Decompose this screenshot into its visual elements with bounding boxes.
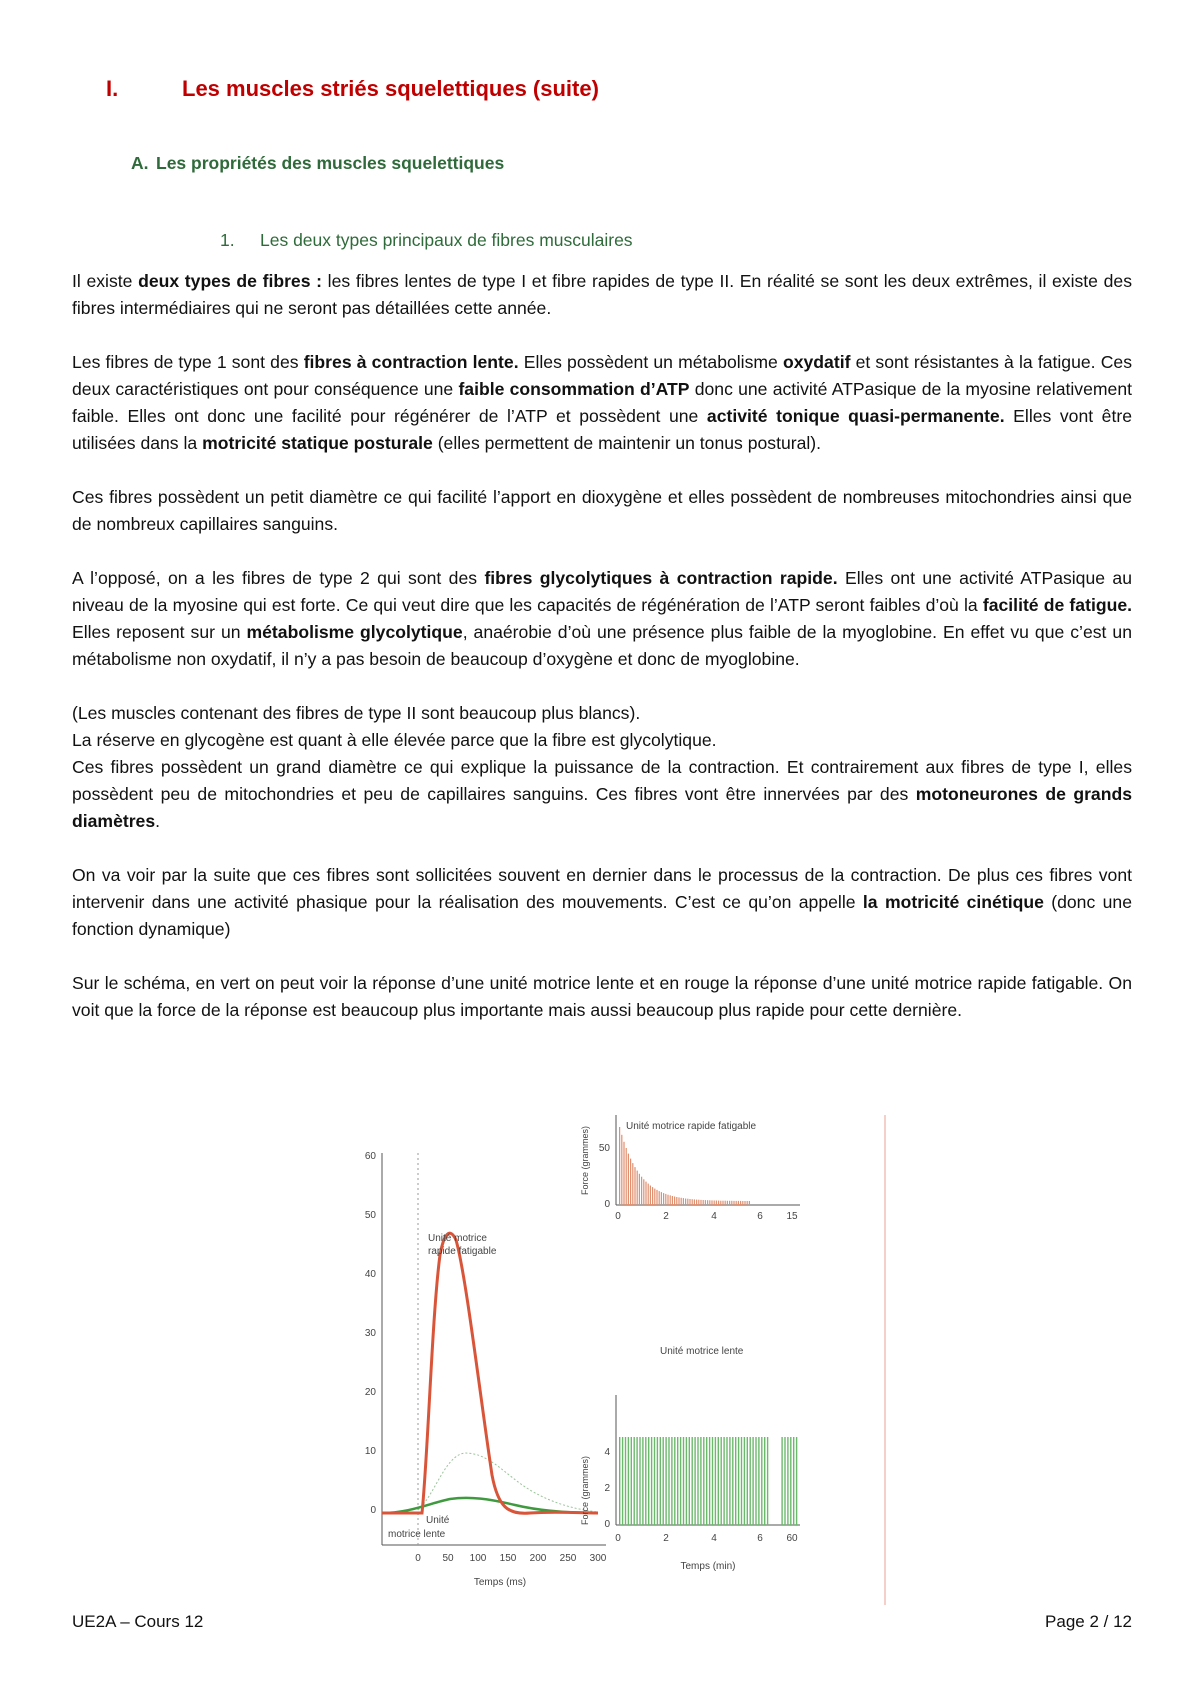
fast-twitch-bar	[621, 1135, 622, 1205]
fast-twitch-bar	[663, 1193, 664, 1205]
slow-twitch-bar	[796, 1437, 797, 1525]
fast-twitch-bar	[674, 1197, 675, 1206]
paragraph-7: Sur le schéma, en vert on peut voir la réponse d’une unité motrice lente et en rouge la réponse d’une unité motrice rapide fatigable. On voit que la force de la réponse est beaucoup plus importante mais aussi beaucoup plus rapide pour cette dernière.	[72, 973, 1132, 1020]
top-right-x-tick: 15	[786, 1211, 798, 1222]
fast-twitch-bar	[744, 1201, 745, 1205]
fast-twitch-bar	[725, 1201, 726, 1205]
slow-twitch-bar	[741, 1437, 742, 1525]
paragraph-4: A l’opposé, on a les fibres de type 2 qui sont des fibres glycolytiques à contraction rapide. Elles ont une activité ATPasique au niveau de la myosine qui est forte. Ce qui veut dire que les capacités de régénération de l’ATP seront faibles d’où la facilité de fatigue. Elles reposent sur un métabolisme glycolytique, anaérobie d’où une présence plus faible de la myoglobine. En effet vu que c’est un métabolisme non oxydatif, il n’y a pas besoin de beaucoup d’oxygène et donc de myoglobine.	[72, 568, 1132, 669]
slow-twitch-bar	[732, 1437, 733, 1525]
muscle-force-figure	[340, 1115, 900, 1605]
fast-twitch-bar	[727, 1201, 728, 1205]
slow-twitch-bar	[700, 1437, 701, 1525]
y-tick-label: 40	[364, 1269, 376, 1280]
slow-twitch-bar	[738, 1437, 739, 1525]
slow-twitch-bar	[790, 1437, 791, 1525]
fast-twitch-bar	[729, 1201, 730, 1205]
fast-twitch-bar	[722, 1201, 723, 1205]
slow-twitch-bar	[721, 1437, 722, 1525]
slow-twitch-bar	[668, 1437, 669, 1525]
y-tick-label: 60	[364, 1151, 376, 1162]
fast-twitch-bar	[659, 1191, 660, 1205]
top-right-title: Unité motrice rapide fatigable	[626, 1121, 757, 1132]
fast-twitch-bar	[700, 1200, 701, 1205]
y-tick-label: 30	[364, 1328, 376, 1339]
fast-twitch-bar	[685, 1199, 686, 1206]
slow-twitch-bar	[744, 1437, 745, 1525]
fast-twitch-bar	[687, 1199, 688, 1205]
slow-twitch-bar	[793, 1437, 794, 1525]
fast-twitch-bar	[692, 1199, 693, 1205]
bottom-right-y-tick: 0	[604, 1519, 610, 1530]
fast-twitch-bar	[711, 1200, 712, 1205]
fast-twitch-bar	[698, 1200, 699, 1205]
bottom-right-x-tick: 60	[786, 1533, 798, 1544]
paragraph-6: On va voir par la suite que ces fibres sont sollicitées souvent en dernier dans le processus de la contraction. De plus ces fibres vont intervenir dans une activité phasique pour la réalisation des mouvements. C’est ce qu’on appelle la motricité cinétique (donc une fonction dynamique)	[72, 865, 1132, 939]
fast-twitch-bar	[619, 1127, 620, 1205]
fast-twitch-bar	[747, 1201, 748, 1205]
bottom-right-x-tick: 0	[615, 1533, 621, 1544]
fast-twitch-bar	[716, 1201, 717, 1206]
slow-twitch-bar	[712, 1437, 713, 1525]
slow-twitch-bar	[634, 1437, 635, 1525]
fast-twitch-bar	[645, 1182, 646, 1205]
slow-twitch-bar	[663, 1437, 664, 1525]
fast-twitch-bar	[641, 1177, 642, 1205]
fast-label-line-1: Unité motrice	[428, 1233, 487, 1244]
slow-twitch-bar	[703, 1437, 704, 1525]
fast-twitch-bar	[742, 1201, 743, 1205]
top-right-y-label: Force (grammes)	[580, 1125, 590, 1195]
slow-twitch-bar	[622, 1437, 623, 1525]
heading-2	[131, 153, 504, 174]
fast-twitch-bar	[650, 1186, 651, 1206]
paragraph-2: Les fibres de type 1 sont des fibres à contraction lente. Elles possèdent un métabolisme oxydatif et sont résistantes à la fatigue. Ces deux caractéristiques ont pour conséquence une faible consommation d’ATP donc une activité ATPasique de la myosine relativement faible. Elles ont donc une facilité pour régénérer de l’ATP et possèdent une activité tonique quasi-permanente. Elles vont être utilisées dans la motricité statique posturale (elles permettent de maintenir un tonus postural).	[72, 352, 1132, 453]
slow-twitch-bar	[625, 1437, 626, 1525]
heading-3-text: Les deux types principaux de fibres musculaires	[260, 230, 633, 250]
top-right-y-tick: 0	[604, 1199, 610, 1210]
slow-twitch-bar	[781, 1437, 782, 1525]
fast-twitch-bar	[696, 1200, 697, 1205]
x-tick-label: 300	[589, 1553, 607, 1564]
y-tick-label: 0	[370, 1505, 376, 1516]
slow-twitch-bar	[631, 1437, 632, 1525]
fast-twitch-bar	[672, 1196, 673, 1205]
slow-label-line-2: motrice lente	[388, 1529, 446, 1540]
slow-twitch-bar	[726, 1437, 727, 1525]
heading-1-number: I.	[106, 76, 119, 101]
footer-course: UE2A – Cours 12	[72, 1612, 204, 1631]
slow-twitch-bar	[645, 1437, 646, 1525]
slow-twitch-bar	[636, 1437, 637, 1525]
slow-twitch-bar	[761, 1437, 762, 1525]
fast-twitch-bar	[648, 1184, 649, 1205]
fast-twitch-bar	[694, 1199, 695, 1205]
slow-twitch-bar	[671, 1437, 672, 1525]
fast-twitch-bar	[626, 1148, 627, 1205]
left-chart-y-ticks	[365, 1151, 377, 1516]
slow-twitch-bar	[709, 1437, 710, 1525]
fast-twitch-bar	[637, 1171, 638, 1205]
x-tick-label: 100	[469, 1553, 487, 1564]
paragraph-5-line-2: La réserve en glycogène est quant à elle élevée parce que la fibre est glycolytique.	[72, 730, 717, 750]
fast-label-line-2: rapide fatigable	[428, 1246, 497, 1257]
slow-twitch-bar	[750, 1437, 751, 1525]
slow-twitch-bar	[628, 1437, 629, 1525]
slow-bars	[619, 1437, 797, 1525]
y-tick-label: 10	[364, 1446, 376, 1457]
fast-twitch-bar	[678, 1197, 679, 1205]
slow-twitch-bar	[639, 1437, 640, 1525]
body-text	[72, 268, 1132, 1051]
slow-twitch-bar	[752, 1437, 753, 1525]
bottom-right-title: Unité motrice lente	[660, 1346, 744, 1357]
slow-twitch-bar	[674, 1437, 675, 1525]
heading-3-number: 1.	[220, 230, 235, 250]
top-right-y-tick: 50	[598, 1143, 610, 1154]
slow-label-line-1: Unité	[426, 1515, 450, 1526]
slow-twitch-bar	[787, 1437, 788, 1525]
fast-twitch-bar	[707, 1200, 708, 1205]
bottom-right-x-tick: 2	[663, 1533, 669, 1544]
fast-twitch-bar	[630, 1159, 631, 1205]
y-tick-label: 20	[364, 1387, 376, 1398]
slow-twitch-bar	[723, 1437, 724, 1525]
fast-twitch-bar	[665, 1194, 666, 1205]
bottom-right-y-tick: 4	[604, 1447, 610, 1458]
footer-page-number: Page 2 / 12	[1045, 1612, 1132, 1631]
slow-twitch-bar	[758, 1437, 759, 1525]
bottom-right-y-tick: 2	[604, 1483, 610, 1494]
bottom-right-chart	[580, 1343, 800, 1572]
top-right-x-tick: 6	[757, 1211, 763, 1222]
x-tick-label: 0	[415, 1553, 421, 1564]
slow-twitch-bar	[619, 1437, 620, 1525]
paragraph-5-line-1: (Les muscles contenant des fibres de type II sont beaucoup plus blancs).	[72, 703, 641, 723]
paragraph-3: Ces fibres possèdent un petit diamètre ce qui facilité l’apport en dioxygène et elles possèdent de nombreuses mitochondries ainsi que de nombreux capillaires sanguins.	[72, 487, 1132, 534]
fast-twitch-bar	[676, 1197, 677, 1205]
heading-1-text: Les muscles striés squelettiques (suite)	[182, 76, 599, 101]
fast-unit-curve	[382, 1233, 598, 1513]
fast-twitch-bar	[654, 1189, 655, 1205]
fast-twitch-bar	[632, 1163, 633, 1205]
fast-twitch-bar	[703, 1200, 704, 1205]
slow-twitch-bar	[715, 1437, 716, 1525]
slow-twitch-bar	[654, 1437, 655, 1525]
bottom-right-x-tick: 4	[711, 1533, 717, 1544]
slow-twitch-bar	[683, 1437, 684, 1525]
slow-twitch-bar	[657, 1437, 658, 1525]
slow-twitch-bar	[665, 1437, 666, 1525]
fast-bars	[619, 1127, 750, 1205]
x-tick-label: 150	[499, 1553, 517, 1564]
fast-twitch-bar	[683, 1198, 684, 1205]
fast-twitch-bar	[681, 1198, 682, 1205]
left-chart-x-label: Temps (ms)	[473, 1577, 527, 1588]
bottom-right-x-tick: 6	[757, 1533, 763, 1544]
bottom-right-y-label: Force (grammes)	[580, 1455, 590, 1525]
slow-twitch-bar	[706, 1437, 707, 1525]
fast-twitch-bar	[736, 1201, 737, 1205]
slow-twitch-bar	[694, 1437, 695, 1525]
slow-twitch-bar	[648, 1437, 649, 1525]
slow-twitch-bar	[692, 1437, 693, 1525]
x-tick-label: 200	[529, 1553, 547, 1564]
fast-twitch-bar	[709, 1200, 710, 1205]
slow-twitch-bar	[651, 1437, 652, 1525]
x-tick-label: 50	[442, 1553, 454, 1564]
x-tick-label: 250	[559, 1553, 577, 1564]
fast-twitch-bar	[720, 1201, 721, 1205]
fast-twitch-bar	[643, 1179, 644, 1205]
heading-2-number: A.	[131, 153, 149, 173]
slow-twitch-bar	[735, 1437, 736, 1525]
slow-twitch-bar	[764, 1437, 765, 1525]
top-right-chart	[580, 1115, 800, 1222]
bottom-right-x-label: Temps (min)	[680, 1561, 736, 1572]
fast-twitch-bar	[733, 1201, 734, 1205]
slow-twitch-bar	[755, 1437, 756, 1525]
fast-twitch-bar	[639, 1174, 640, 1205]
slow-twitch-bar	[686, 1437, 687, 1525]
slow-twitch-bar	[642, 1437, 643, 1525]
fast-twitch-bar	[623, 1142, 624, 1205]
heading-2-text: Les propriétés des muscles squelettiques	[156, 153, 505, 173]
fast-twitch-bar	[628, 1154, 629, 1205]
left-chart	[365, 1151, 607, 1588]
y-tick-label: 50	[364, 1210, 376, 1221]
fast-twitch-bar	[705, 1200, 706, 1205]
fast-twitch-bar	[661, 1192, 662, 1205]
fast-twitch-bar	[667, 1195, 668, 1205]
heading-1	[106, 76, 599, 102]
paragraph-5: Ces fibres possèdent un grand diamètre ce qui explique la puissance de la contraction. Et contrairement aux fibres de type I, elles possèdent peu de mitochondries et peu de capillaires sanguins. Ces fibres vont être innervées par des motoneurones de grands diamètres.	[72, 757, 1132, 831]
slow-twitch-bar	[660, 1437, 661, 1525]
slow-twitch-bar	[718, 1437, 719, 1525]
fast-twitch-bar	[731, 1201, 732, 1205]
fast-twitch-bar	[634, 1167, 635, 1205]
top-right-x-tick: 4	[711, 1211, 717, 1222]
top-right-x-tick: 2	[663, 1211, 669, 1222]
slow-twitch-bar	[784, 1437, 785, 1525]
left-chart-x-ticks	[415, 1553, 607, 1564]
fast-twitch-bar	[718, 1201, 719, 1205]
fast-twitch-bar	[689, 1199, 690, 1205]
heading-3	[220, 230, 633, 251]
fast-twitch-bar	[749, 1201, 750, 1205]
slow-twitch-bar	[729, 1437, 730, 1525]
fast-twitch-bar	[656, 1190, 657, 1205]
figure-svg	[340, 1115, 900, 1605]
slow-unit-curve	[382, 1498, 598, 1513]
slow-twitch-bar	[689, 1437, 690, 1525]
fast-twitch-bar	[738, 1201, 739, 1205]
paragraph-1: Il existe deux types de fibres : les fibres lentes de type I et fibre rapides de type II. En réalité se sont les deux extrêmes, il existe des fibres intermédiaires qui ne seront pas détaillées cette année.	[72, 271, 1132, 318]
fast-twitch-bar	[670, 1195, 671, 1205]
fast-twitch-bar	[652, 1187, 653, 1205]
fast-twitch-bar	[714, 1201, 715, 1206]
slow-twitch-bar	[677, 1437, 678, 1525]
fast-twitch-bar	[740, 1201, 741, 1205]
slow-twitch-bar	[680, 1437, 681, 1525]
slow-twitch-bar	[697, 1437, 698, 1525]
slow-twitch-bar	[767, 1437, 768, 1525]
top-right-x-tick: 0	[615, 1211, 621, 1222]
slow-twitch-bar	[747, 1437, 748, 1525]
